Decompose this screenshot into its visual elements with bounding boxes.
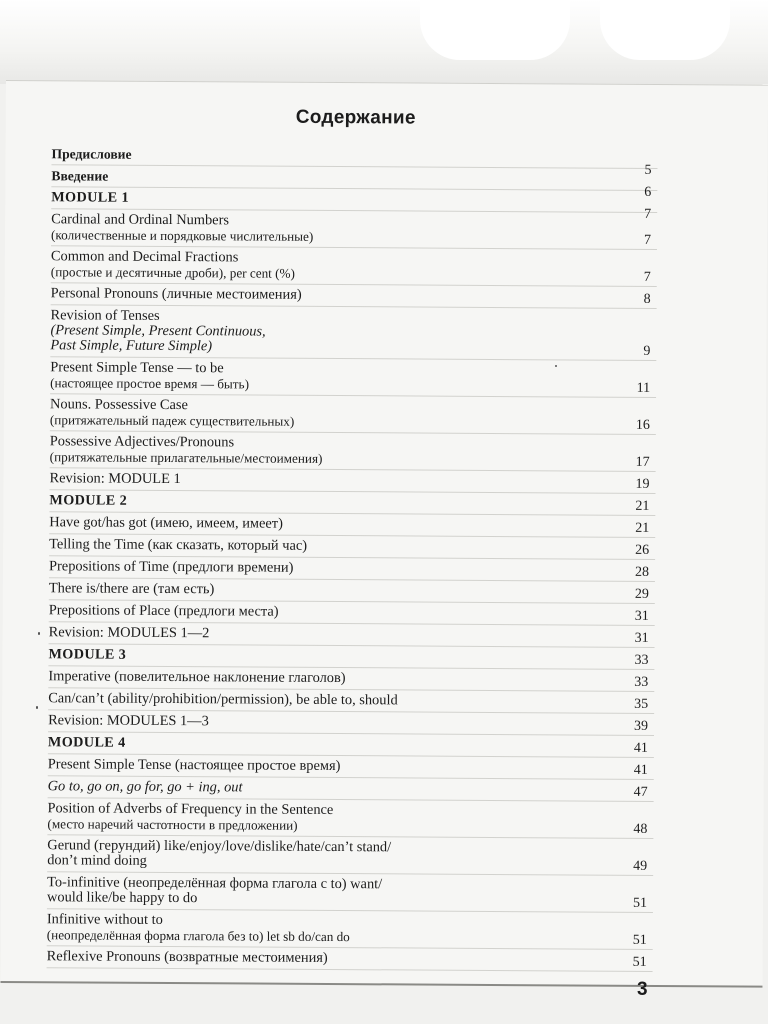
toc-page-number: 19 <box>635 476 650 492</box>
toc-page-number: 21 <box>635 520 650 536</box>
toc-entry <box>51 246 657 287</box>
toc-entry-text: MODULE 4 <box>47 734 126 751</box>
toc-entry <box>47 909 653 950</box>
toc-entry <box>47 798 653 839</box>
toc-page-number: 11 <box>636 380 651 396</box>
toc-page-number: 8 <box>643 291 651 307</box>
toc-page-number: 48 <box>633 821 648 837</box>
toc-entry-text: Revision of Tenses <box>50 307 160 324</box>
toc-page-number: 16 <box>635 417 650 433</box>
toc-page-number: 7 <box>643 232 652 248</box>
toc-page-number: 39 <box>634 718 649 734</box>
toc-entry-text: (неопределённая форма глагола без to) let sb do/can do <box>46 927 350 945</box>
toc-page-number: 41 <box>633 762 648 778</box>
contents-page <box>0 80 768 988</box>
toc-entry <box>50 431 656 472</box>
page-title: Содержание <box>295 106 416 129</box>
toc-page-number: 35 <box>634 696 649 712</box>
toc-entry-text: (количественные и порядковые числительные) <box>51 227 314 244</box>
toc-page-number: 17 <box>635 454 650 470</box>
toc-page-number: 5 <box>644 162 652 178</box>
toc-entry-text: (настоящее простое время — быть) <box>50 375 250 392</box>
toc-entry-text: Cardinal and Ordinal Numbers <box>51 211 230 229</box>
toc-entry-text: MODULE 2 <box>49 492 128 509</box>
toc-entry <box>50 394 656 435</box>
toc-entry <box>50 357 656 398</box>
toc-entry-text: Personal Pronouns (личные местоимения) <box>50 285 302 303</box>
toc-entry-text: (Present Simple, Present Continuous, <box>50 322 266 340</box>
toc-entry-text: would like/be happy to do <box>46 889 198 907</box>
toc-entry <box>51 206 657 250</box>
toc-entry <box>47 835 653 876</box>
toc-entry-text: Past Simple, Future Simple) <box>50 337 213 355</box>
toc-entry-text: (простые и десятичные дроби), per cent (%) <box>50 264 295 281</box>
toc-entry-text: Gerund (герундий) like/enjoy/love/dislike/hate/can’t stand/ <box>47 837 392 856</box>
toc-page-number: 31 <box>634 608 649 624</box>
page-number: 3 <box>637 979 648 1000</box>
toc-page-number: 29 <box>634 586 649 602</box>
toc-entry-text: Have got/has got (имею, имеем, имеет) <box>49 514 283 532</box>
toc-entry-text: Reflexive Pronouns (возвратные местоимения) <box>46 948 328 966</box>
toc-page-number: 9 <box>643 343 651 359</box>
toc-entry-text: Possessive Adjectives/Pronouns <box>49 433 235 451</box>
toc-page-number: 31 <box>634 630 649 646</box>
toc-entry-text: Revision: MODULES 1—2 <box>48 624 210 642</box>
toc-page-number: 49 <box>633 858 648 874</box>
toc-page-number: 7 <box>644 206 652 222</box>
toc-page-number: 47 <box>633 784 648 800</box>
toc-page-number: 41 <box>633 740 648 756</box>
toc-page-number: 7 <box>643 269 651 285</box>
scan-speck <box>38 632 40 635</box>
toc-entry-text: Предисловие <box>51 146 132 162</box>
toc-entry-text: (притяжательные прилагательные/местоимения) <box>49 449 323 466</box>
toc-entry <box>50 305 656 361</box>
toc-entry-text: Can/can’t (ability/prohibition/permission), be able to, should <box>48 690 398 709</box>
toc-entry-text: MODULE 1 <box>51 189 130 206</box>
toc-entry-text: Present Simple Tense (настоящее простое время) <box>47 756 341 775</box>
toc-entry-text: MODULE 3 <box>48 646 127 663</box>
toc-page-number: 33 <box>634 674 649 690</box>
toc-page-number: 51 <box>632 932 647 948</box>
toc-entry-text: Prepositions of Time (предлоги времени) <box>48 558 294 576</box>
toc-entry-text: don’t mind doing <box>47 852 147 869</box>
toc-page-number: 21 <box>635 498 650 514</box>
toc-entry-text: Common and Decimal Fractions <box>50 248 239 266</box>
toc-entry-text: To-infinitive (неопределённая форма глагола с to) want/ <box>47 874 383 893</box>
toc-entry-text: Position of Adverbs of Frequency in the Sentence <box>47 800 334 819</box>
paper-tab-right <box>600 0 730 60</box>
toc-page-number: 26 <box>635 542 650 558</box>
toc-entry-text: Nouns. Possessive Case <box>49 396 188 414</box>
toc-entry-text: Telling the Time (как сказать, который час) <box>49 536 308 554</box>
toc-page-number: 33 <box>634 652 649 668</box>
toc-page-number: 28 <box>634 564 650 580</box>
toc-entry-text: Prepositions of Place (предлоги места) <box>48 602 279 620</box>
toc-page-number: 6 <box>644 184 652 200</box>
toc-entry-text: Revision: MODULES 1—3 <box>48 712 209 730</box>
toc-page-number: 51 <box>632 895 648 911</box>
toc-entry-text: Введение <box>51 168 109 184</box>
toc-page-number: 51 <box>632 954 647 970</box>
scan-speck <box>555 365 557 367</box>
table-of-contents <box>47 143 658 972</box>
toc-entry-text: (притяжательный падеж существительных) <box>49 412 295 429</box>
toc-entry-text: There is/there are (там есть) <box>48 580 215 598</box>
scan-speck <box>36 706 38 709</box>
toc-entry-text: (место наречий частотности в предложении) <box>47 816 298 833</box>
toc-entry <box>47 946 653 972</box>
toc-entry-text: Infinitive without to <box>46 911 163 928</box>
toc-entry-text: Revision: MODULE 1 <box>49 470 181 488</box>
paper-tab-left <box>420 0 570 60</box>
toc-entry-text: Imperative (повелительное наклонение глаголов) <box>48 668 346 687</box>
toc-entry-text: Go to, go on, go for, go + ing, out <box>47 778 243 796</box>
toc-entry <box>47 872 653 913</box>
toc-entry-text: Present Simple Tense — to be <box>50 359 224 377</box>
